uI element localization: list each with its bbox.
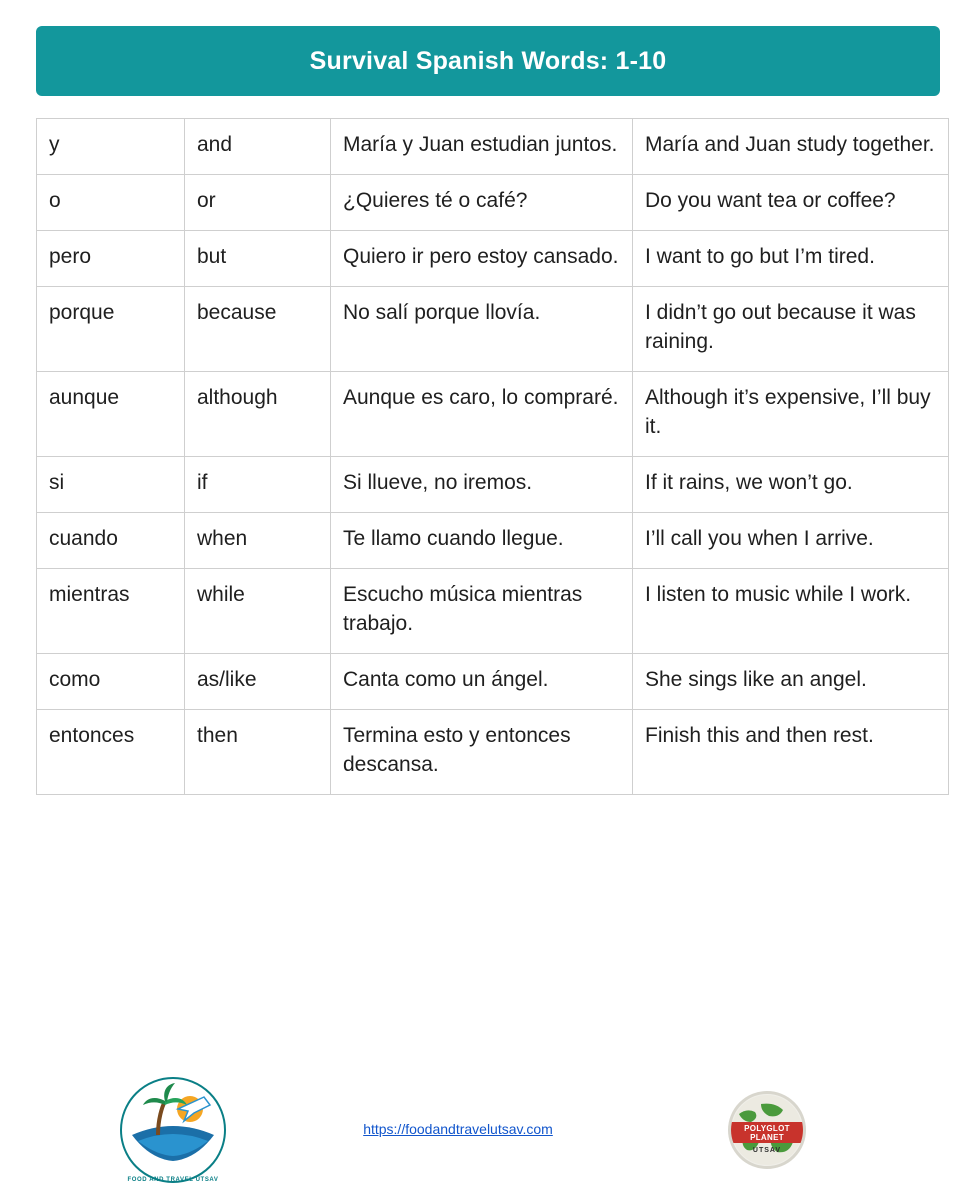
cell-example-en: Although it’s expensive, I’ll buy it. [633, 371, 949, 456]
table-row [37, 286, 949, 371]
vocabulary-table-body [37, 119, 949, 795]
cell-example-es: Te llamo cuando llegue. [331, 512, 633, 568]
cell-example-es: ¿Quieres té o café? [331, 174, 633, 230]
page-title: Survival Spanish Words: 1-10 [309, 46, 667, 75]
cell-example-es: Canta como un ángel. [331, 653, 633, 709]
cell-english: if [185, 456, 331, 512]
cell-english: as/like [185, 653, 331, 709]
table-row [37, 512, 949, 568]
travel-logo-ring-text: FOOD AND TRAVEL UTSAV [127, 1177, 219, 1183]
page-title-bar [36, 26, 940, 96]
table-row [37, 456, 949, 512]
website-link[interactable]: https://foodandtravelutsav.com [363, 1121, 553, 1137]
cell-spanish: cuando [37, 512, 185, 568]
travel-logo-icon [118, 1075, 228, 1185]
cell-spanish: entonces [37, 709, 185, 794]
cell-english: although [185, 371, 331, 456]
polyglot-logo-sub-text: UTSAV [752, 1147, 782, 1154]
cell-spanish: pero [37, 230, 185, 286]
footer-link-container [188, 1121, 728, 1139]
cell-english: then [185, 709, 331, 794]
globe-icon [728, 1091, 806, 1169]
cell-example-es: Aunque es caro, lo compraré. [331, 371, 633, 456]
cell-spanish: aunque [37, 371, 185, 456]
cell-example-en: Do you want tea or coffee? [633, 174, 949, 230]
polyglot-planet-utsav-logo [728, 1091, 806, 1169]
cell-example-es: No salí porque llovía. [331, 286, 633, 371]
cell-english: or [185, 174, 331, 230]
cell-example-es: Quiero ir pero estoy cansado. [331, 230, 633, 286]
cell-example-es: Termina esto y entonces descansa. [331, 709, 633, 794]
cell-spanish: como [37, 653, 185, 709]
cell-spanish: o [37, 174, 185, 230]
cell-example-en: I want to go but I’m tired. [633, 230, 949, 286]
cell-example-es: Escucho música mientras trabajo. [331, 568, 633, 653]
cell-spanish: mientras [37, 568, 185, 653]
cell-example-en: If it rains, we won’t go. [633, 456, 949, 512]
cell-english: because [185, 286, 331, 371]
food-and-travel-utsav-logo [118, 1075, 228, 1185]
vocabulary-table [36, 118, 949, 795]
cell-example-en: I didn’t go out because it was raining. [633, 286, 949, 371]
page-footer [0, 1066, 976, 1194]
cell-example-en: María and Juan study together. [633, 119, 949, 175]
cell-example-en: I listen to music while I work. [633, 568, 949, 653]
cell-spanish: porque [37, 286, 185, 371]
table-row [37, 371, 949, 456]
cell-spanish: y [37, 119, 185, 175]
table-row [37, 568, 949, 653]
polyglot-logo-band [731, 1122, 803, 1143]
cell-english: and [185, 119, 331, 175]
cell-example-en: She sings like an angel. [633, 653, 949, 709]
table-row [37, 230, 949, 286]
cell-english: while [185, 568, 331, 653]
cell-english: when [185, 512, 331, 568]
table-row [37, 174, 949, 230]
cell-example-es: Si llueve, no iremos. [331, 456, 633, 512]
cell-english: but [185, 230, 331, 286]
cell-spanish: si [37, 456, 185, 512]
polyglot-logo-band-text: POLYGLOT PLANET [744, 1124, 790, 1143]
table-row [37, 119, 949, 175]
cell-example-en: I’ll call you when I arrive. [633, 512, 949, 568]
cell-example-es: María y Juan estudian juntos. [331, 119, 633, 175]
cell-example-en: Finish this and then rest. [633, 709, 949, 794]
table-row [37, 709, 949, 794]
table-row [37, 653, 949, 709]
